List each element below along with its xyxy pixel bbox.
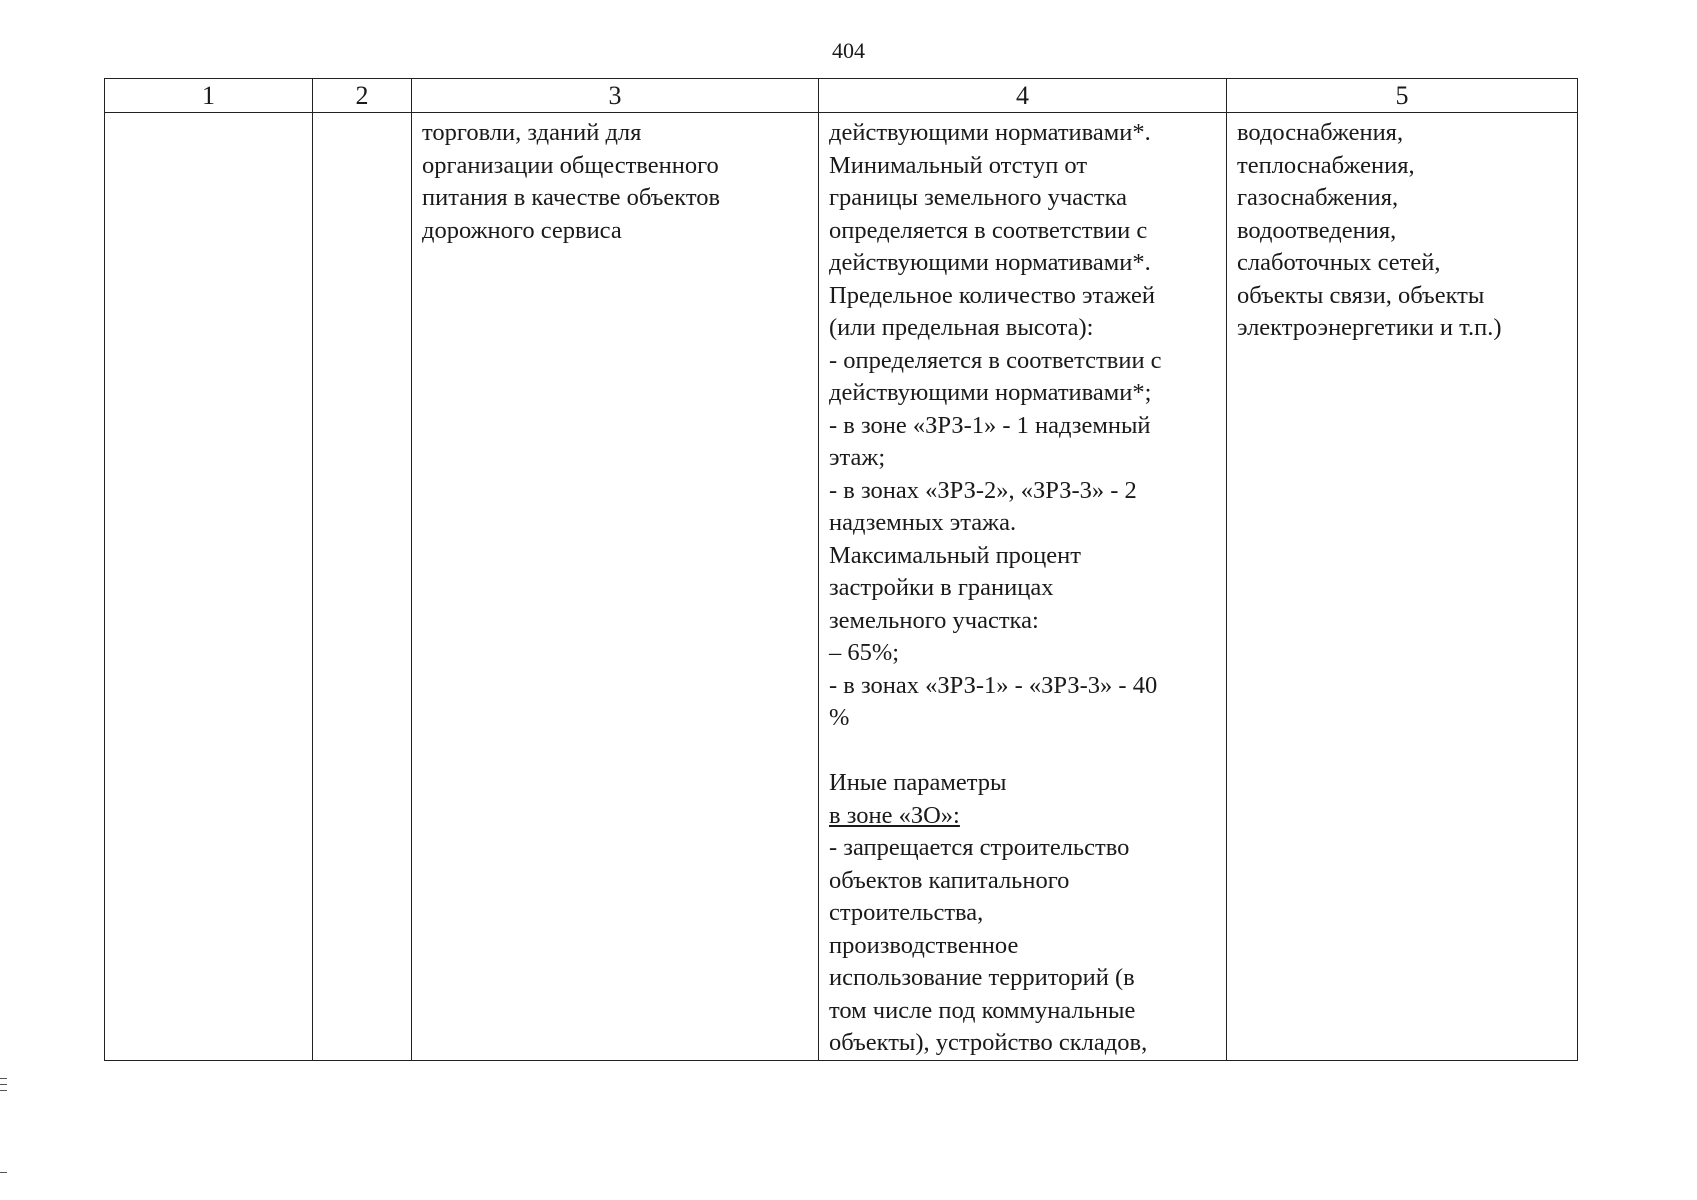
cell-col-5 — [1227, 113, 1578, 1061]
table-row — [105, 113, 1578, 1061]
scan-artifact-mark — [0, 1078, 7, 1079]
cell-text-line: том числе под коммунальные — [829, 996, 1136, 1024]
cell-text-line: - определяется в соответствии с — [829, 346, 1162, 374]
cell-text-line: питания в качестве объектов — [422, 184, 721, 211]
cell-text-line: теплоснабжения, — [1237, 151, 1415, 179]
cell-text-line: действующими нормативами*. — [829, 119, 1151, 146]
cell-text-line: этаж; — [829, 444, 886, 471]
cell-col-2 — [313, 113, 412, 1061]
regulations-table — [104, 78, 1578, 1061]
page-number: 404 — [832, 38, 865, 63]
cell-text-line: действующими нормативами*. — [829, 249, 1151, 276]
scan-artifact-mark — [0, 1172, 7, 1173]
cell-text-line: Иные параметры — [829, 769, 1007, 796]
cell-text-line: водоотведения, — [1237, 216, 1397, 244]
cell-text-line: дорожного сервиса — [422, 216, 622, 244]
header-col-1: 1 — [105, 79, 313, 113]
cell-text-line: строительства, — [829, 899, 984, 926]
cell-text-line: надземных этажа. — [829, 509, 1017, 536]
cell-text-line: - в зонах «ЗРЗ-2», «ЗРЗ-3» - 2 — [829, 476, 1137, 504]
cell-text-line: объекты связи, объекты — [1237, 281, 1485, 309]
cell-col-1 — [105, 113, 313, 1061]
cell-text-line: объекты), устройство складов, — [829, 1029, 1148, 1056]
cell-text-line: % — [829, 704, 850, 731]
cell-text-line: электроэнергетики и т.п.) — [1237, 314, 1502, 341]
cell-text-line: Предельное количество этажей — [829, 281, 1155, 309]
cell-text-line: - в зоне «ЗРЗ-1» - 1 надземный — [829, 411, 1151, 439]
header-col-5: 5 — [1227, 79, 1578, 113]
scan-artifact-mark — [0, 1084, 7, 1085]
table-header-row — [105, 79, 1578, 113]
scan-artifact-mark — [0, 1090, 7, 1091]
cell-text-line: организации общественного — [422, 151, 719, 179]
cell-text-line: - в зонах «ЗРЗ-1» - «ЗРЗ-3» - 40 — [829, 671, 1158, 699]
cell-text-line: (или предельная высота): — [829, 314, 1094, 341]
cell-text-line: газоснабжения, — [1237, 184, 1399, 211]
cell-text-line — [829, 735, 1216, 768]
cell-text-line: определяется в соответствии с — [829, 216, 1148, 244]
cell-text-line: водоснабжения, — [1237, 119, 1404, 146]
cell-text-line: Минимальный отступ от — [829, 151, 1088, 179]
cell-text-line: земельного участка: — [829, 606, 1039, 634]
cell-text-line: в зоне «ЗО»: — [829, 801, 960, 829]
cell-text-line: - запрещается строительство — [829, 834, 1130, 861]
cell-text-line: объектов капитального — [829, 866, 1070, 894]
cell-col-3 — [412, 113, 819, 1061]
cell-col-4 — [819, 113, 1227, 1061]
cell-text-line: Максимальный процент — [829, 541, 1081, 569]
cell-text-line: производственное — [829, 931, 1019, 959]
cell-text-line: торговли, зданий для — [422, 119, 642, 146]
header-col-2: 2 — [313, 79, 412, 113]
cell-text-line: слаботочных сетей, — [1237, 249, 1441, 276]
cell-text-line: действующими нормативами*; — [829, 379, 1152, 406]
cell-text-line: застройки в границах — [829, 574, 1054, 601]
cell-text-line: – 65%; — [829, 639, 900, 666]
cell-text-line: использование территорий (в — [829, 964, 1135, 991]
header-col-4: 4 — [819, 79, 1227, 113]
cell-text-line: границы земельного участка — [829, 184, 1128, 211]
header-col-3: 3 — [412, 79, 819, 113]
